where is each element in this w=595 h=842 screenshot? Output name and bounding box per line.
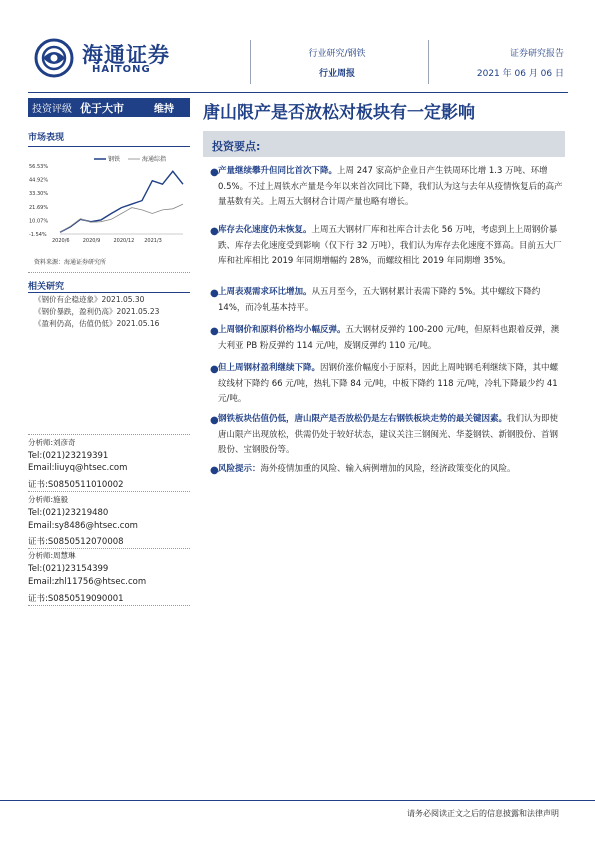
key-point: 钢铁板块估值仍低，唐山限产是否放松仍是左右钢铁板块走势的最关键因素。我们认为即使唐山限产出现放松，供需仍处于较好状态，建议关注三钢闽光、华菱钢铁、新钢股份、首钢股份、宝钢股份等。 [218,414,559,455]
analyst-name: 分析师:施毅 [28,495,69,504]
x-tick-label: 2020/9 [82,238,101,244]
market-rule [28,146,190,147]
x-tick-label: 2021/3 [144,238,162,244]
analyst-cert: 证书:S0850511010002 [28,480,124,490]
analyst-email[interactable]: Email:sy8486@htsec.com [28,521,138,531]
chart-source: 资料来源：海通证券研究所 [34,259,107,266]
related-rule [28,292,190,293]
report-title: 唐山限产是否放松对板块有一定影响 [203,103,475,123]
related-item[interactable]: 《盈利仍高，估值仍低》2021.05.16 [34,319,160,328]
bullet-icon: ● [210,288,219,299]
y-axis-ticks [29,164,48,238]
report-label: 证券研究报告 [509,49,564,59]
series-line-steel [60,171,183,232]
analyst-cert: 证书:S0850512070008 [28,537,124,547]
logo-text-cn: 海通证券 [82,42,170,67]
legend-label-index: 海通综指 [142,156,167,163]
key-point: 库存去化速度仍未恢复。上周五大钢材厂库和社库合计去化 56 万吨，考虑到上上周钢价暴跌、库存去化速度受到影响（仅下行 32 万吨），我们认为库存去化速度不算高。目前五大厂库和社库相比 2019 年同期增幅约 28%，而螺纹相比 2019 年同期增 35%。 [218,225,562,266]
key-points-heading: 投资要点: [212,140,261,153]
rating-label: 投资评级 [32,104,72,115]
haitong-logo-icon [34,38,74,78]
rating-change: 维持 [154,104,174,115]
market-heading: 市场表现 [28,133,65,143]
header-rule [28,92,568,93]
bullet-icon: ● [210,226,219,237]
footer-disclaimer[interactable]: 请务必阅读正文之后的信息披露和法律声明 [407,809,559,818]
analyst-email[interactable]: Email:liuyq@htsec.com [28,463,128,473]
related-item[interactable]: 《钢价暴跌，盈利仍高》2021.05.23 [34,307,160,316]
report-date: 2021 年 06 月 06 日 [476,69,564,79]
analyst-tel: Tel:(021)23154399 [28,564,109,574]
divider [28,548,190,549]
legend-label-steel: 钢铁 [108,156,121,163]
divider [28,605,190,606]
y-tick-label: 10.07% [29,218,49,225]
report-category: 行业研究/钢铁 [308,49,366,59]
divider [28,491,190,492]
y-tick-label: 56.53% [29,164,49,170]
divider [28,272,190,273]
x-tick-label: 2020/12 [113,238,135,244]
rating-value: 优于大市 [80,102,124,115]
market-chart [28,150,190,250]
y-tick-label: -1.54% [29,232,47,238]
analyst-cert: 证书:S0850519090001 [28,594,124,604]
key-point: 上周钢价和原料价格均小幅反弹。五大钢材反弹约 100-200 元/吨，但原料也跟着反弹，澳大利亚 PB 粉反弹约 114 元/吨，废钢反弹约 110 元/吨。 [218,325,560,351]
analyst-tel: Tel:(021)23219391 [28,451,109,461]
header-divider [250,40,251,84]
bullet-icon: ● [210,415,219,426]
logo-text-en: HAITONG [92,64,151,75]
bullet-icon: ● [210,167,219,178]
key-point: 上周表观需求环比增加。从五月至今，五大钢材累计表需下降约 5%。其中螺纹下降约 14%，而冷轧基本持平。 [218,287,541,313]
y-tick-label: 33.30% [29,191,49,198]
y-tick-label: 21.69% [29,204,49,211]
rating-bar [28,98,190,117]
key-point: 产量继续攀升但同比首次下降。上周 247 家高炉企业日产生铁周环比增 1.3 万吨、环增 0.5%。不过上周铁水产量是今年以来首次同比下降，我们认为这与去年从疫情恢复后的高产量基数有关。上周五大钢材合计周产量也略有增长。 [218,166,563,207]
key-point: 风险提示：海外疫情加重的风险、输入病例增加的风险，经济政策变化的风险。 [218,464,516,474]
bullet-icon: ● [210,326,219,337]
y-tick-label: 44.92% [29,177,49,184]
key-point: 但上周钢材盈利继续下降。因钢价涨价幅度小于原料，因此上周吨钢毛利继续下降，其中螺纹线材下降约 66 元/吨，热轧下降 84 元/吨，中板下降约 118 元/吨，冷轧下降最少约 41 元/吨。 [218,363,559,404]
header-divider [428,40,429,84]
report-type: 行业周报 [318,69,355,79]
analyst-email[interactable]: Email:zhl11756@htsec.com [28,577,147,587]
bullet-icon: ● [210,364,219,375]
related-heading: 相关研究 [28,282,65,292]
divider [28,434,190,435]
bullet-icon: ● [210,465,219,476]
analyst-name: 分析师:刘彦奇 [28,438,76,447]
related-item[interactable]: 《钢价有企稳迹象》2021.05.30 [34,295,145,304]
x-axis-ticks [52,238,162,244]
analyst-name: 分析师:周慧琳 [28,551,76,560]
footer-rule [0,800,595,801]
analyst-tel: Tel:(021)23219480 [28,508,109,518]
series-lines [60,171,183,232]
x-tick-label: 2020/6 [52,238,70,244]
